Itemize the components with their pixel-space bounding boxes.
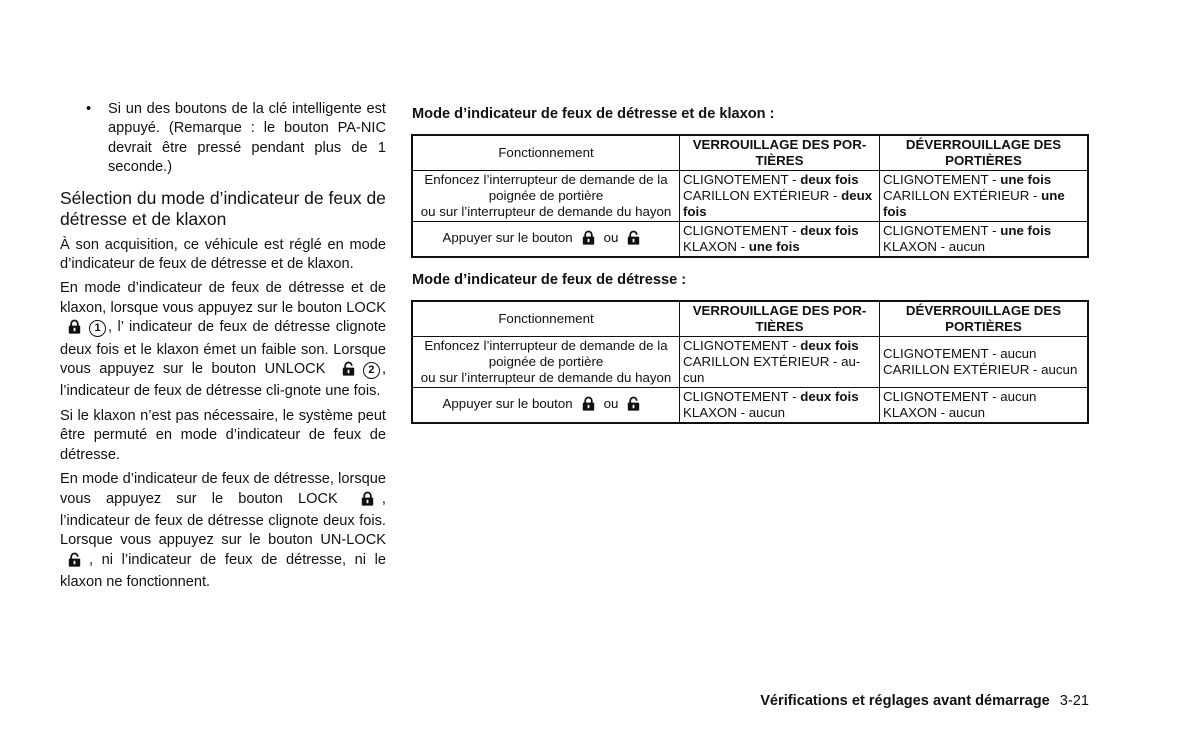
cell-lock [680,171,880,222]
cell-bold: fois [683,204,707,219]
cell-bold: deux fois [800,338,859,353]
cell-unlock [880,337,1089,388]
callout-number: 2 [363,362,380,379]
page-footer [760,693,1089,709]
cell-text: CLIGNOTEMENT - [683,172,801,187]
cell-line [683,204,876,220]
cell-text: CLIGNOTEMENT - [683,338,801,353]
cell-line: poignée de portière [488,188,604,203]
table-row [412,388,1088,424]
cell-line: cun [683,370,705,385]
cell-bold: deux fois [800,389,859,404]
cell-line: ou sur l’interrupteur de demande du hayon [420,204,672,219]
cell-bold: une fois [1000,172,1052,187]
paragraph-text: , ni l’indicateur de feux de détresse, ni le klaxon ne fonctionnent. [60,551,386,591]
cell-text: CLIGNOTEMENT - [683,223,801,238]
table-row [412,222,1088,258]
paragraph-text: En mode d’indicateur de feux de détresse, lorsque vous appuyez sur le bouton LOCK [60,471,386,507]
cell-bold: deux fois [800,172,859,187]
cell-line [683,172,876,188]
cell-operation [412,388,680,424]
cell-bold: une fois [1000,223,1052,238]
cell-text: CLIGNOTEMENT - [683,389,801,404]
cell-bold: fois [883,204,907,219]
cell-operation [412,222,680,258]
cell-line [683,223,876,239]
cell-text: CLIGNOTEMENT - [883,223,1001,238]
table-header-row [412,301,1088,337]
lock-closed-icon [582,396,595,415]
cell-line [683,338,876,354]
footer-section-title: Vérifications et réglages avant démarrage [760,693,1050,709]
cell-line [883,204,1084,220]
cell-text: CARILLON EXTÉRIEUR - [883,188,1042,203]
section-heading: Sélection du mode d’indicateur de feux de détresse et de klaxon [60,187,386,229]
table-row [412,337,1088,388]
cell-text: KLAXON - [683,239,749,254]
cell-line [883,172,1084,188]
header-operation: Fonctionnement [412,135,680,171]
cell-line [683,188,876,204]
lock-open-icon [627,396,640,415]
cell-line [883,188,1084,204]
bullet-dot: • [86,101,92,117]
cell-operation [412,337,680,388]
cell-line [683,239,876,255]
cell-lock [680,388,880,424]
cell-line: CLIGNOTEMENT - aucun [883,389,1037,404]
header-unlock: DÉVERROUILLAGE DES PORTIÈRES [880,301,1089,337]
cell-line: Enfoncez l’interrupteur de demande de la [424,338,668,353]
header-lock: VERROUILLAGE DES POR-TIÈRES [680,135,880,171]
table-header-row [412,135,1088,171]
lock-closed-icon [68,319,81,340]
paragraph-text: En mode d’indicateur de feux de détresse et de klaxon, lorsque vous appuyez sur le bouton LOCK [60,280,386,316]
cell-text: Appuyer sur le bouton [442,229,573,245]
paragraph-acquisition: À son acquisition, ce véhicule est réglé en mode d’indicateur de feux de détresse et de klaxon. [60,236,386,273]
paragraph-text: , l’indicateur de feux de détresse clignote deux fois. Lorsque vous appuyez sur le bouton UN-LOCK [60,490,386,549]
cell-bold: deux fois [800,223,859,238]
cell-text: CARILLON EXTÉRIEUR - [683,188,842,203]
header-operation: Fonctionnement [412,301,680,337]
cell-line: ou sur l’interrupteur de demande du hayon [420,370,672,385]
cell-text: CLIGNOTEMENT - [883,172,1001,187]
hazard-horn-mode-table [411,134,1089,258]
lock-open-icon [68,552,81,573]
cell-line [683,389,876,405]
cell-text: Appuyer sur le bouton [442,395,573,411]
cell-operation [412,171,680,222]
paragraph-text: , l’ indicateur de feux de détresse clignote deux fois et le klaxon émet un faible son. Lorsque vous appuyez sur le bouton UNLOCK [60,319,386,378]
lock-open-icon [342,361,355,382]
cell-unlock [880,388,1089,424]
cell-line: KLAXON - aucun [883,239,985,254]
table-row [412,171,1088,222]
lock-closed-icon [361,491,374,512]
cell-unlock [880,171,1089,222]
paragraph-text: , l’indicateur de feux de détresse cli-gnote une fois. [60,361,386,400]
cell-line: CLIGNOTEMENT - aucun [883,346,1037,361]
cell-line: Enfoncez l’interrupteur de demande de la [424,172,668,187]
left-column [60,100,386,598]
paragraph-lock-unlock [60,279,386,401]
header-lock: VERROUILLAGE DES POR-TIÈRES [680,301,880,337]
lock-closed-icon [582,230,595,249]
hazard-mode-table [411,300,1089,424]
cell-line: KLAXON - aucun [683,405,785,420]
cell-lock [680,337,880,388]
cell-lock [680,222,880,258]
bullet-text: Si un des boutons de la clé intelligente est appuyé. (Remarque : le bouton PA-NIC devrait être pressé pendant plus de 1 seconde.) [108,101,386,176]
right-column [411,104,1089,436]
bullet-item [60,100,386,178]
callout-number: 1 [89,320,106,337]
cell-line: CARILLON EXTÉRIEUR - au- [683,354,861,369]
table-title: Mode d’indicateur de feux de détresse et de klaxon : [412,106,775,122]
cell-bold: deux [841,188,873,203]
page-number: 3-21 [1059,693,1089,709]
cell-text: ou [603,395,619,411]
cell-line: KLAXON - aucun [883,405,985,420]
cell-text: ou [603,229,619,245]
cell-line: CARILLON EXTÉRIEUR - aucun [883,362,1078,377]
cell-unlock [880,222,1089,258]
cell-bold: une fois [748,239,800,254]
paragraph-horn: Si le klaxon n’est pas nécessaire, le système peut être permuté en mode d’indicateur de feux de détresse. [60,407,386,463]
paragraph-hazard-mode [60,470,386,592]
header-unlock: DÉVERROUILLAGE DES PORTIÈRES [880,135,1089,171]
cell-line: poignée de portière [488,354,604,369]
table-title: Mode d’indicateur de feux de détresse : [412,272,687,288]
cell-line [883,223,1084,239]
cell-bold: une [1041,188,1065,203]
lock-open-icon [627,230,640,249]
